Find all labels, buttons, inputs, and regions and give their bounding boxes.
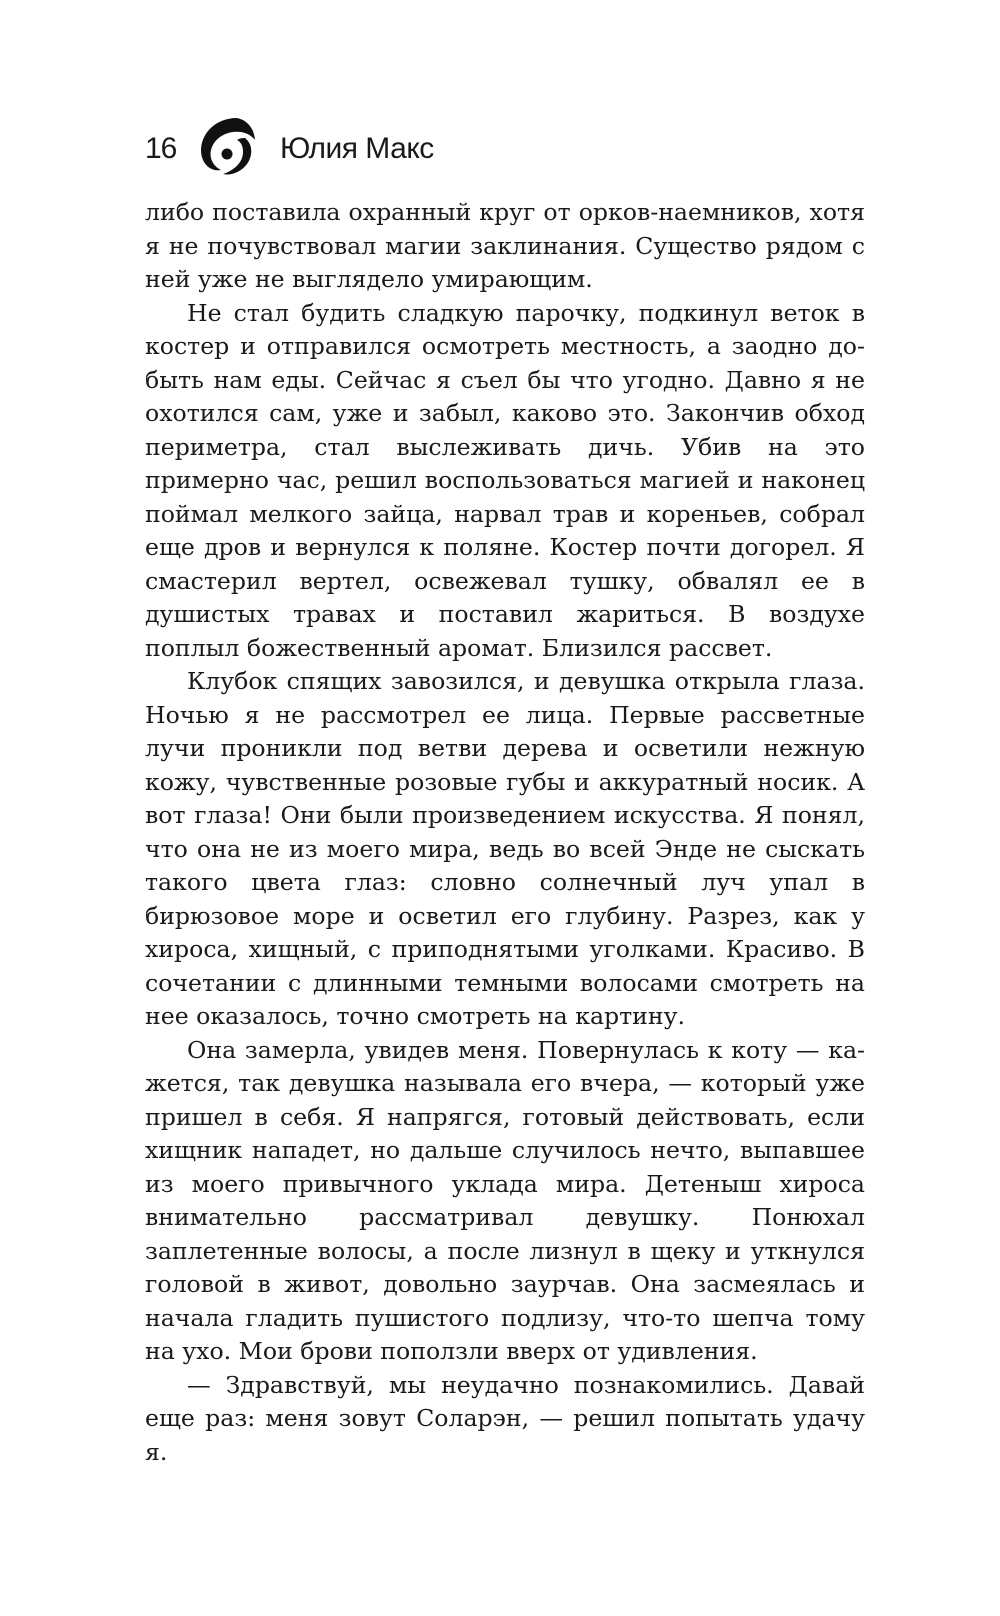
author-name: Юлия Макс [280,132,434,165]
paragraph: либо поставила охранный круг от орков-наемников, хотя я не почувствовал магии заклинания. Существо рядом с ней уже не выглядело умирающим. [145,198,865,293]
paragraph: Клубок спящих завозился, и девушка открыла глаза. Ночью я не рассмотрел ее лица. Первые рассветные лучи проникли под ветви дерева и осветили нежную кожу, чувственные розовые губы и аккуратный носик. А вот глаза! Они были произведением искусства. Я понял, что она не из моего мира, ведь во всей Энде не сыскать такого цвета глаз: словно солнечный луч упал в бирюзовое море и осветил его глубину. Разрез, как у хироса, хищный, с приподнятыми уголками. Красиво. В сочетании с длинными темными волосами смотреть на нее оказалось, точно смотреть на картину. [145,667,865,1030]
paragraph: Не стал будить сладкую парочку, подкинул веток в костер и отправился осмотреть местность, а заодно добыть нам еды. Сейчас я съел бы что угодно. Давно я не охотился сам, уже и забыл, каково это. Закончив обход периметра, стал выслеживать дичь. Убив на это примерно час, решил воспользоваться магией и наконец поймал мелкого зайца, нарвал трав и кореньев, собрал еще дров и вернулся к поляне. Костер почти догорел. Я смастерил вертел, освежевал тушку, обвалял ее в душистых травах и поставил жариться. В воздухе поплыл божественный аромат. Близился рассвет. [145,298,865,662]
paragraph: — Здравствуй, мы неудачно познакомились. Давай еще раз: меня зовут Соларэн, — решил попытать удачу я. [145,1370,865,1466]
crescent-swirl-icon [197,112,259,178]
paragraph: Она замерла, увидев меня. Повернулась к коту — кажется, так девушка называла его вчера, — который уже пришел в себя. Я напрягся, готовый действовать, если хищник нападет, но дальше случилось нечто, выпавшее из моего привычного уклада мира. Детеныш хироса внимательно рассматривал девушку. Понюхал заплетенные волосы, а после лизнул в щеку и уткнулся головой в живот, довольно заурчав. Она засмеялась и начала гладить пушистого подлизу, что-то шепча тому на ухо. Мои брови поползли вверх от удивления. [145,1035,865,1365]
page-header [145,112,865,182]
page-body [145,196,865,1469]
page-number: 16 [145,132,177,165]
